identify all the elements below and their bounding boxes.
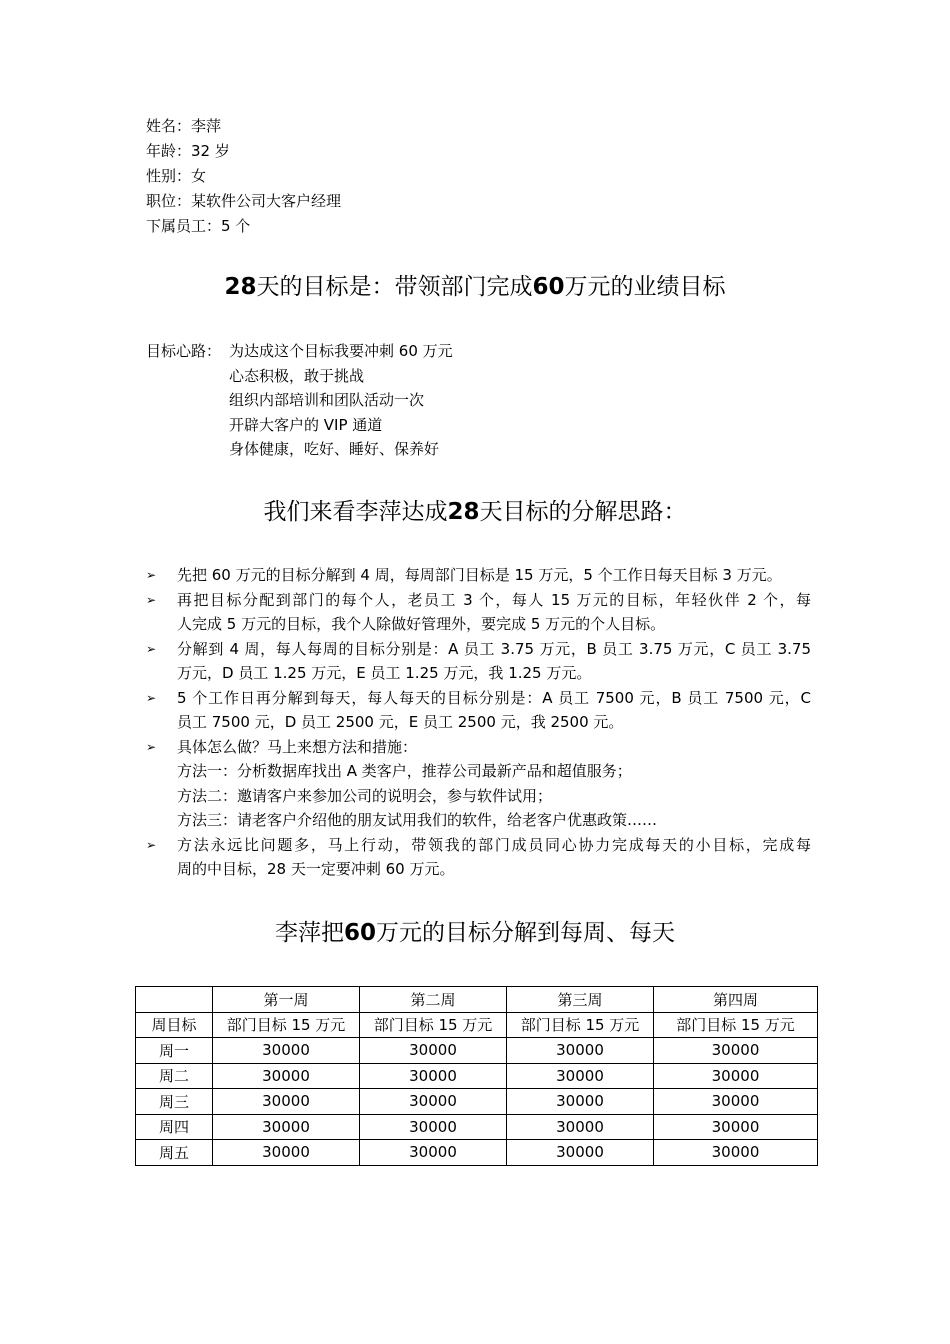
- list-item-text: 再把目标分配到部门的每个人，老员工 3 个，每人 15 万元的目标，年轻伙伴 2 个，每: [177, 590, 811, 609]
- list-item-text: 方法永远比问题多，马上行动，带领我的部门成员同心协力完成每天的小目标，完成每: [177, 835, 811, 854]
- profile-age: 年龄：32 岁: [146, 142, 230, 160]
- table-header-cell: 第一周: [213, 987, 360, 1013]
- list-item-text: 具体怎么做？马上来想方法和措施：: [177, 737, 418, 756]
- mindset-line: 开辟大客户的 VIP 通道: [229, 415, 383, 434]
- table-cell: 周四: [136, 1114, 213, 1140]
- goal-heading-amount: 60: [532, 274, 565, 300]
- list-item-text: 员工 7500 元，D 员工 2500 元，E 员工 2500 元，我 2500 元。: [177, 713, 624, 731]
- table-cell: 周一: [136, 1038, 213, 1064]
- table-cell: 周五: [136, 1140, 213, 1166]
- goal-table: [135, 986, 818, 1166]
- table-cell: 30000: [654, 1140, 818, 1166]
- method-line: 方法三：请老客户介绍他的朋友试用我们的软件，给老客户优惠政策……: [177, 811, 658, 829]
- goal-heading-days: 28: [224, 274, 257, 300]
- table-row: [136, 1140, 818, 1166]
- list-item-text: 周的中目标，28 天一定要冲刺 60 万元。: [177, 860, 455, 878]
- profile-gender: 性别：女: [146, 167, 207, 185]
- arrow-bullet-icon: ➢: [146, 690, 157, 705]
- table-cell: 30000: [507, 1038, 654, 1064]
- arrow-bullet-icon: ➢: [146, 739, 157, 754]
- table-cell: 部门目标 15 万元: [360, 1012, 507, 1038]
- breakdown-heading-text-2: 天目标的分解思路：: [479, 499, 687, 525]
- table-header-cell: 第三周: [507, 987, 654, 1013]
- profile-name: 姓名：李萍: [146, 117, 222, 135]
- table-cell: 30000: [360, 1114, 507, 1140]
- list-item: [146, 637, 811, 686]
- method-line: 方法一：分析数据库找出 A 类客户，推荐公司最新产品和超值服务；: [177, 762, 632, 780]
- profile-position: 职位：某软件公司大客户经理: [146, 192, 342, 210]
- table-cell: 30000: [654, 1038, 818, 1064]
- list-item: [146, 735, 811, 833]
- mindset-line: 组织内部培训和团队活动一次: [229, 391, 425, 409]
- table-cell: 部门目标 15 万元: [507, 1012, 654, 1038]
- list-item-text: 万元，D 员工 1.25 万元，E 员工 1.25 万元，我 1.25 万元。: [177, 664, 592, 682]
- mindset-line: 身体健康，吃好、睡好、保养好: [229, 440, 440, 458]
- table-header-cell: 第二周: [360, 987, 507, 1013]
- goal-heading-text-1: 天的目标是：带领部门完成: [256, 274, 533, 300]
- table-row: [136, 1063, 818, 1089]
- table-heading-text-1: 李萍把: [274, 920, 344, 946]
- arrow-bullet-icon: ➢: [146, 837, 157, 852]
- table-cell: 30000: [654, 1114, 818, 1140]
- table-cell: 30000: [213, 1114, 360, 1140]
- arrow-bullet-icon: ➢: [146, 641, 157, 656]
- table-cell: 30000: [213, 1063, 360, 1089]
- table-cell: 30000: [507, 1140, 654, 1166]
- table-cell: 30000: [507, 1063, 654, 1089]
- breakdown-heading-days: 28: [447, 499, 480, 525]
- table-cell: 周目标: [136, 1012, 213, 1038]
- table-cell: 部门目标 15 万元: [213, 1012, 360, 1038]
- table-heading-amount: 60: [343, 920, 376, 946]
- table-cell: 部门目标 15 万元: [654, 1012, 818, 1038]
- table-cell: 周三: [136, 1089, 213, 1115]
- table-cell: 30000: [213, 1038, 360, 1064]
- list-item: [146, 588, 811, 637]
- goal-heading-text-2: 万元的业绩目标: [564, 274, 726, 300]
- table-header-cell: [136, 987, 213, 1013]
- mindset-line: 为达成这个目标我要冲刺 60 万元: [229, 342, 453, 360]
- table-cell: 30000: [654, 1089, 818, 1115]
- method-line: 方法二：邀请客户来参加公司的说明会，参与软件试用；: [177, 786, 553, 805]
- breakdown-list: [146, 563, 811, 882]
- table-cell: 30000: [507, 1114, 654, 1140]
- table-row: [136, 1012, 818, 1038]
- goal-mindset: [146, 339, 453, 462]
- goal-heading: [0, 268, 950, 301]
- table-row: [136, 1114, 818, 1140]
- table-cell: 30000: [360, 1089, 507, 1115]
- table-row: [136, 1038, 818, 1064]
- table-cell: 30000: [360, 1140, 507, 1166]
- mindset-label: 目标心路：: [146, 342, 222, 360]
- breakdown-heading: [0, 493, 950, 526]
- table-heading-text-2: 万元的目标分解到每周、每天: [376, 920, 675, 946]
- list-item: [146, 833, 811, 882]
- list-item-text: 人完成 5 万元的目标，我个人除做好管理外，要完成 5 万元的个人目标。: [177, 615, 666, 633]
- table-row: [136, 1089, 818, 1115]
- table-cell: 30000: [360, 1063, 507, 1089]
- mindset-line: 心态积极，敢于挑战: [229, 366, 365, 385]
- list-item-text: 5 个工作日再分解到每天，每人每天的目标分别是：A 员工 7500 元，B 员工 7500 元，C: [177, 688, 811, 707]
- table-cell: 周二: [136, 1063, 213, 1089]
- table-cell: 30000: [507, 1089, 654, 1115]
- arrow-bullet-icon: ➢: [146, 568, 157, 582]
- breakdown-heading-text-1: 我们来看李萍达成: [263, 499, 448, 525]
- table-header-row: [136, 987, 818, 1013]
- profile-staff: 下属员工：5 个: [146, 217, 251, 235]
- table-cell: 30000: [213, 1140, 360, 1166]
- list-item: [146, 686, 811, 735]
- list-item-text: 分解到 4 周，每人每周的目标分别是：A 员工 3.75 万元，B 员工 3.75 万元，C 员工 3.75: [177, 639, 811, 658]
- list-item-text: 先把 60 万元的目标分解到 4 周，每周部门目标是 15 万元，5 个工作日每天目标 3 万元。: [177, 566, 782, 584]
- list-item: [146, 563, 811, 588]
- arrow-bullet-icon: ➢: [146, 592, 157, 607]
- table-cell: 30000: [654, 1063, 818, 1089]
- table-cell: 30000: [213, 1089, 360, 1115]
- table-cell: 30000: [360, 1038, 507, 1064]
- table-header-cell: 第四周: [654, 987, 818, 1013]
- table-heading: [0, 914, 950, 947]
- profile-block: [146, 114, 341, 239]
